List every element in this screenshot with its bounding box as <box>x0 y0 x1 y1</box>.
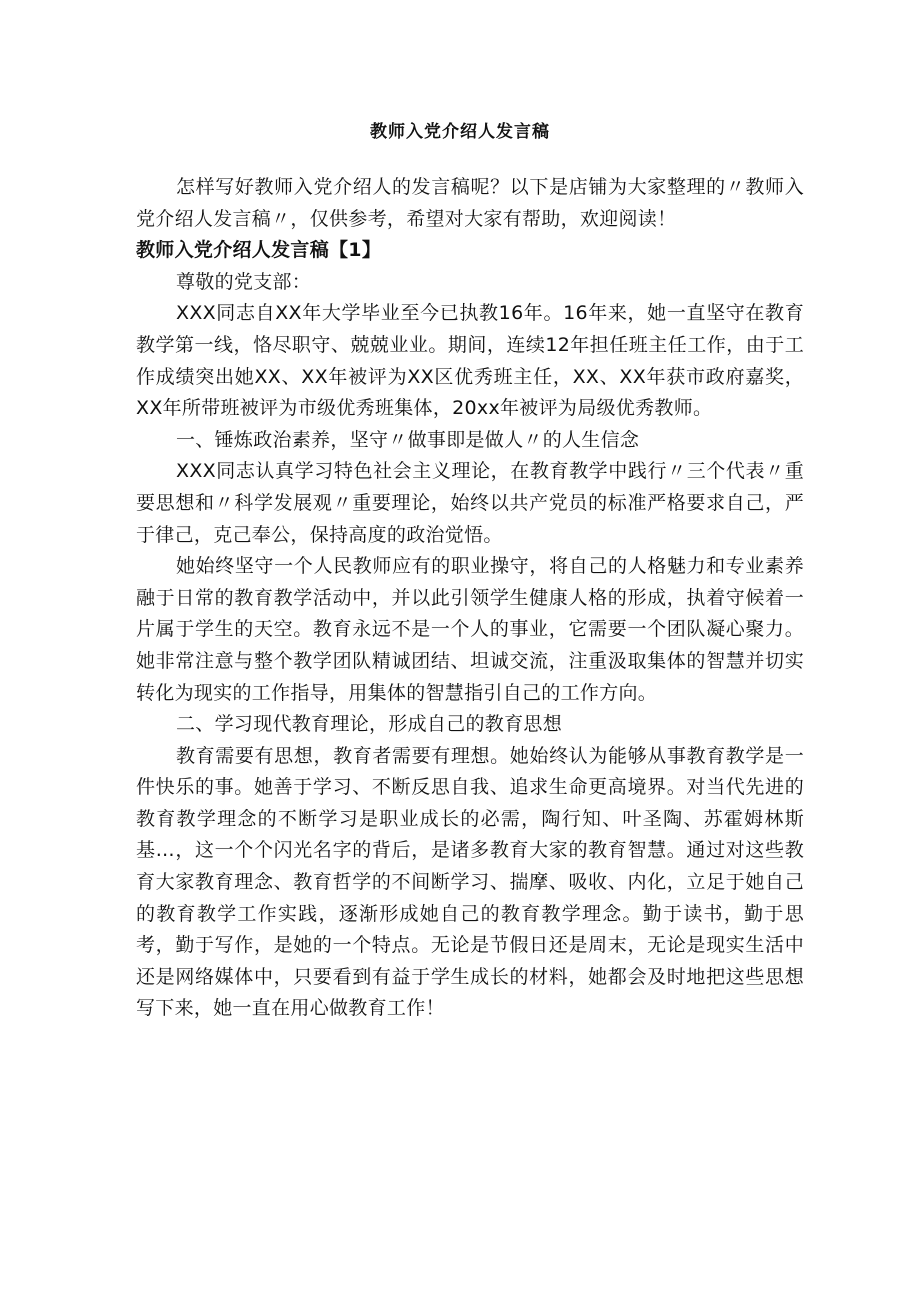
subheading-paragraph: 一、锤炼政治素养，坚守〃做事即是做人〃的人生信念 <box>176 428 640 451</box>
section-heading: 教师入党介绍人发言稿【1】 <box>136 239 382 262</box>
body-paragraph: 教育需要有思想，教育者需要有理想。她始终认为能够从事教育教学是一件快乐的事。她善于学习、不断反思自我、追求生命更高境界。对当代先进的教育教学理念的不断学习是职业成长的必需，陶行知、叶圣陶、苏霍姆林斯基…，这一个个闪光名字的背后，是诸多教育大家的教育智慧。通过对这些教育大家教育理念、教育哲学的不间断学习、揣摩、吸收、内化，立足于她自己的教育教学工作实践，逐渐形成她自己的教育教学理念。勤于读书，勤于思考，勤于写作，是她的一个特点。无论是节假日还是周末，无论是现实生活中还是网络媒体中，只要看到有益于学生成长的材料，她都会及时地把这些思想写下来，她一直在用心做教育工作！ <box>136 744 804 1020</box>
salutation: 尊敬的党支部： <box>176 270 312 293</box>
intro-paragraph: 怎样写好教师入党介绍人的发言稿呢？以下是店铺为大家整理的〃教师入党介绍人发言稿〃，仅供参考，希望对大家有帮助，欢迎阅读！ <box>136 176 804 230</box>
subheading-paragraph: 二、学习现代教育理论，形成自己的教育思想 <box>176 713 563 736</box>
body-paragraph: XXX同志认真学习特色社会主义理论，在教育教学中践行〃三个代表〃重要思想和〃科学发展观〃重要理论，始终以共产党员的标准严格要求自己，严于律己，克己奉公，保持高度的政治觉悟。 <box>136 460 804 546</box>
body-paragraph: XXX同志自XX年大学毕业至今已执教16年。16年来，她一直坚守在教育教学第一线，恪尽职守、兢兢业业。期间，连续12年担任班主任工作，由于工作成绩突出她XX、XX年被评为XX区优秀班主任，XX、XX年获市政府嘉奖，XX年所带班被评为市级优秀班集体，20xx年被评为局级优秀教师。 <box>136 302 804 420</box>
document-body <box>136 172 804 1025</box>
body-paragraph: 她始终坚守一个人民教师应有的职业操守，将自己的人格魅力和专业素养融于日常的教育教学活动中，并以此引领学生健康人格的形成，执着守候着一片属于学生的天空。教育永远不是一个人的事业，它需要一个团队凝心聚力。她非常注意与整个教学团队精诚团结、坦诚交流，注重汲取集体的智慧并切实转化为现实的工作指导，用集体的智慧指引自己的工作方向。 <box>136 555 804 704</box>
document-title: 教师入党介绍人发言稿 <box>370 122 550 142</box>
